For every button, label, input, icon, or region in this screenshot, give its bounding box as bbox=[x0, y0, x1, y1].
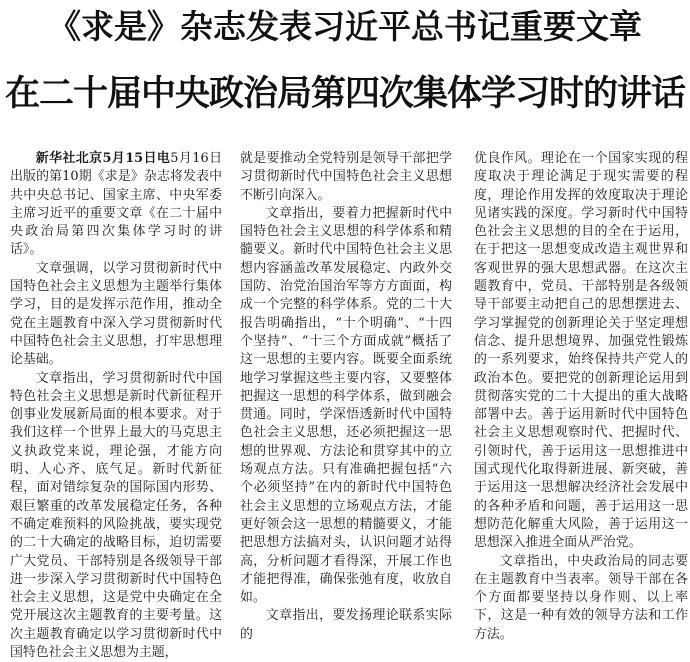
article-paragraph: 文章强调，以学习贯彻新时代中国特色社会主义思想为主题举行集体学习，目的是发挥示范作用，推动全党在主题教育中深入学习贯彻新时代中国特色社会主义思想，打牢思想理论基础。 bbox=[10, 260, 222, 368]
article-column-1 bbox=[10, 150, 222, 661]
article-paragraph: 文章指出，要着力把握新时代中国特色社会主义思想的科学体系和精髓要义。新时代中国特色社会主义思想内容涵盖改革发展稳定、内政外交国防、治党治国治军等方方面面，构成一个完整的科学体系。党的二十大报告明确指出，“十个明确”、“十四个坚持”、“十三个方面成就”概括了这一思想的主要内容。既要全面系统地学习掌握这些主要内容，又要整体把握这一思想的科学体系，做到融会贯通。同时，学深悟透新时代中国特色社会主义思想，还必须把握这一思想的世界观、方法论和贯穿其中的立场观点方法。只有准确把握包括“六个必须坚持”在内的新时代中国特色社会主义思想的立场观点方法，才能更好领会这一思想的精髓要义，才能把思想方法搞对头，认识问题才站得高，分析问题才看得深，开展工作也才能把得准，确保张弛有度，收放自如。 bbox=[240, 205, 452, 606]
article-column-2 bbox=[240, 150, 452, 642]
headline-line-1 bbox=[0, 6, 690, 48]
article-column-3 bbox=[474, 150, 688, 642]
dateline: 新华社北京5月15日电 bbox=[35, 151, 171, 166]
headline-text: 《求是》杂志发表习近平总书记重要文章 bbox=[48, 7, 642, 46]
article-body bbox=[10, 150, 688, 661]
article-paragraph bbox=[10, 150, 222, 260]
article-paragraph-continued: 优良作风。理论在一个国家实现的程度取决于理论满足于现实需要的程度，理论作用发挥的效度取决于理论见诸实践的深度。学习新时代中国特色社会主义思想的目的全在于运用，在于把这一思想变成改造主观世界和客观世界的强大思想武器。在这次主题教育中，党员、干部特别是各级领导干部要主动把自己的思想摆进去、学习掌握党的创新理论关于坚定理想信念、提升思想境界、加强党性锻炼的一系列要求，始终保持共产党人的政治本色。要把党的创新理论运用到贯彻落实党的二十大提出的重大战略部署中去。善于运用新时代中国特色社会主义思想观察时代、把握时代、引领时代，善于运用这一思想推进中国式现代化取得新进展、新突破，善于运用这一思想解决经济社会发展中的各种矛盾和问题，善于运用这一思想防范化解重大风险，善于运用这一思想深入推进全面从严治党。 bbox=[474, 151, 688, 551]
headline-line-2 bbox=[0, 62, 690, 126]
article-paragraph: 文章指出，要发扬理论联系实际的 bbox=[240, 608, 452, 642]
lead-text: 5月16日出版的第10期《求是》杂志将发表中共中央总书记、国家主席、中央军委主席习近平的重要文章《在二十届中央政治局第四次集体学习时的讲话》。 bbox=[10, 151, 222, 258]
article-paragraph: 文章指出，中央政治局的同志要在主题教育中当表率。领导干部在各个方面都要坚持以身作则、以上率下，这是一种有效的领导方法和工作方法。 bbox=[474, 553, 688, 642]
article-paragraph: 文章指出，学习贯彻新时代中国特色社会主义思想是新时代新征程开创事业发展新局面的根本要求。对于我们这样一个世界上最大的马克思主义执政党来说，理论强，才能方向明、人心齐、底气足。新时代新征程，面对错综复杂的国际国内形势、艰巨繁重的改革发展稳定任务，各种不确定难预料的风险挑战，要实现党的二十大确定的战略目标，迫切需要广大党员、干部特别是各级领导干部进一步深入学习贯彻新时代中国特色社会主义思想，这是党中央确定在全党开展这次主题教育的主要考量。这次主题教育确定以学习贯彻新时代中国特色社会主义思想为主题， bbox=[10, 370, 222, 661]
article-paragraph-continued: 就是要推动全党特别是领导干部把学习贯彻新时代中国特色社会主义思想不断引向深入。 bbox=[240, 151, 452, 203]
headline-text: 在二十届中央政治局第四次集体学习时的讲话 bbox=[4, 74, 685, 114]
